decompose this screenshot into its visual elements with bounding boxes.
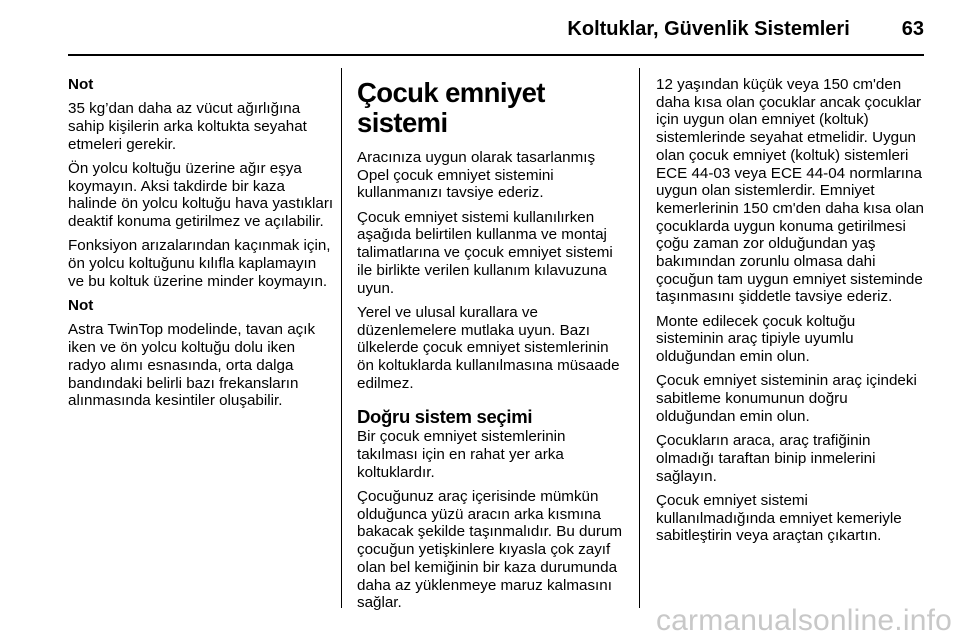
note-label: Not <box>68 76 94 93</box>
section-title: Koltuklar, Güvenlik Sistemleri <box>567 18 850 40</box>
paragraph: Çocuk emniyet sistemi kullanılmadığında emniyet kemeriyle sabitleştirin veya araçtan çıkartın. <box>656 491 902 545</box>
paragraph: Çocukların araca, araç trafiğinin olmadığı taraftan binip inmelerini sağlayın. <box>656 432 876 485</box>
paragraph: Monte edilecek çocuk koltuğu sisteminin araç tipiyle uyumlu olduğundan emin olun. <box>656 312 856 366</box>
paragraph: Fonksiyon arızalarından kaçınmak için, ön yolcu koltuğunu kılıfla kaplamayın ve bu koltuk üzerine minder koymayın. <box>68 237 331 290</box>
column-3 <box>656 76 924 552</box>
watermark: carmanualsonline.info <box>655 604 952 637</box>
note-text: Astra TwinTop modelinde, tavan açık iken ve ön yolcu koltuğu dolu iken radyo alımı esnasında, orta dalga bandındaki belirli bazı frekansların alınmasında kesintiler oluşabilir. <box>68 321 316 410</box>
paragraph: 12 yaşından küçük veya 150 cm'den daha kısa olan çocuklar ancak çocuklar için uygun olan emniyet (koltuk) sistemlerinde seyahat etmelidir. Uygun olan çocuk emniyet (koltuk) sistemleri ECE 44-03 veya ECE 44-04 normlarına uygun olan sistemlerdir. Emniyet kemerlerinin 150 cm'den daha kısa olan çocuklarda uygun konuma getirilmesi çoğu zaman zor olduğundan yaş bakımından zorunlu olmasa dahi çocuğun tam uygun emniyet sisteminde taşınmasını şiddetle tavsiye ederiz. <box>656 76 924 306</box>
page-number: 63 <box>901 18 924 40</box>
note-text: 35 kg’dan daha az vücut ağırlığına sahip kişilerin arka koltukta seyahat etmeleri gerekir. <box>68 100 307 153</box>
column-1 <box>68 76 334 417</box>
paragraph: Aracınıza uygun olarak tasarlanmış Opel çocuk emniyet sistemini kullanmanızı tavsiye ederiz. <box>357 149 596 202</box>
subsection-heading: Doğru sistem seçimi <box>357 406 533 428</box>
column-divider-1 <box>341 68 342 608</box>
note-label: Not <box>68 297 94 315</box>
header-rule <box>68 54 924 56</box>
column-divider-2 <box>639 68 640 608</box>
paragraph: Çocuk emniyet sistemi kullanılırken aşağıda belirtilen kullanma ve montaj talimatlarına ve çocuk emniyet sistemi ile birlikte verilen kullanım kılavuzuna uyun. <box>357 208 613 297</box>
paragraph: Yerel ve ulusal kurallara ve düzenlemelere mutlaka uyun. Bazı ülkelerde çocuk emniyet sistemlerinin ön koltuklarda kullanılmasına müsaade edilmez. <box>357 303 620 392</box>
paragraph: Bir çocuk emniyet sistemlerinin takılması için en rahat yer arka koltuklardır. <box>357 428 566 481</box>
column-2 <box>357 78 627 619</box>
paragraph: Çocuk emniyet sisteminin araç içindeki sabitleme konumunun doğru olduğundan emin olun. <box>656 372 917 425</box>
paragraph: Ön yolcu koltuğu üzerine ağır eşya koymayın. Aksi takdirde bir kaza halinde ön yolcu koltuğu hava yastıkları deaktif konuma getirilmez ve açılabilir. <box>68 160 334 231</box>
section-heading: Çocuk emniyet sistemi <box>357 77 545 138</box>
paragraph: Çocuğunuz araç içerisinde mümkün olduğunca yüzü aracın arka kısmına bakacak şekilde taşınmalıdır. Bu durum çocuğun yetişkinlere kıyasla çok zayıf olan bel kemiğinin bir kaza durumunda daha az yüklenmeye maruz kalmasını sağlar. <box>357 488 623 612</box>
page-header <box>0 18 924 41</box>
